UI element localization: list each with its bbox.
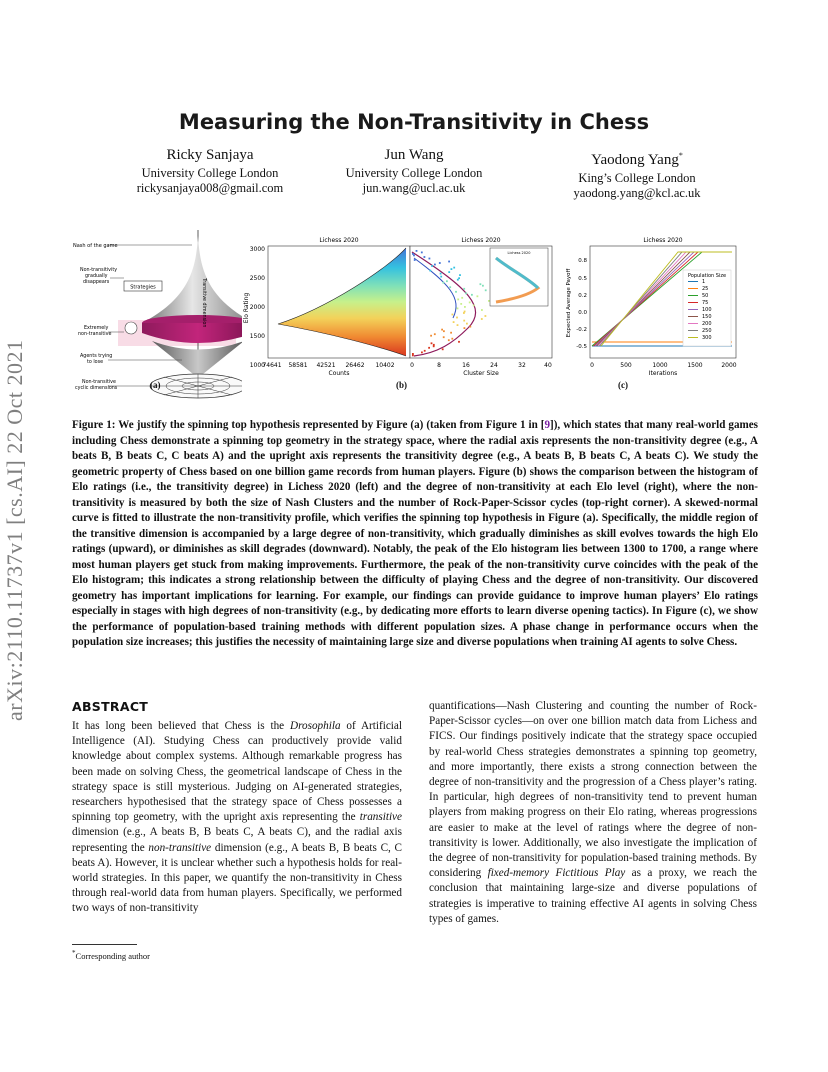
nash-label: Nash of the game xyxy=(73,243,118,249)
y-tick: 0.5 xyxy=(578,276,587,282)
scatter-point xyxy=(480,283,482,285)
legend-title: Population Size xyxy=(687,273,727,279)
author-affiliation: King’s College London xyxy=(578,171,696,185)
paper-title: Measuring the Non-Transitivity in Chess xyxy=(178,110,650,134)
scatter-point xyxy=(469,326,471,328)
x-tick: 0 xyxy=(410,362,414,369)
scatter-point xyxy=(448,261,450,263)
scatter-point xyxy=(466,323,468,325)
figure-c-sublabel: (c) xyxy=(618,380,628,390)
author-name: Ricky Sanjaya xyxy=(166,147,254,163)
y-tick: 2500 xyxy=(249,275,265,282)
scatter-point xyxy=(450,332,452,334)
x-tick: 8 xyxy=(437,362,441,369)
y-tick: 0.2 xyxy=(578,293,587,299)
x-tick: 58581 xyxy=(288,362,308,369)
author-affiliation: University College London xyxy=(345,166,483,180)
cyclic-label-1: Non-transitive xyxy=(82,380,116,385)
abstract-heading: ABSTRACT xyxy=(72,699,149,714)
legend-label: 250 xyxy=(702,328,712,334)
author-email: jun.wang@ucl.ac.uk xyxy=(362,181,466,195)
scatter-point xyxy=(412,355,414,357)
scatter-point xyxy=(459,274,461,276)
figure-caption: Figure 1: We justify the spinning top hypothesis represented by Figure (a) (taken from Figure 1 in [9]), which states that many real-world games including Chess demonstrate a spinning top geometry in the strategy space, where the radial axis represents the non-transitivity degree (e.g., A beats B, B beats C, C beats A) and the upright axis represents the transitivity degree (e.g., A beats B, B beats C, A beats C). We study the geometric property of Chess based on one billion game records from human players. Figure (b) shows the comparison between the histogram of Elo ratings (i.e., the transitivity degree) in Lichess 2020 (left) and the degree of non-transitivity at each Elo level (right), where the non-transitivity is measured by both the size of Nash Clusters and the number of Rock-Paper-Scissor cycles (top-right corner). A skewed-normal curve is fitted to illustrate the non-transitivity profile, which verifies the spinning top hypothesis in Figure (a). Specifically, the middle region of the transitive dimension is accompanied by a large degree of non-transitivity, which gradually diminishes as skill evolves towards the high Elo ratings (upward), or diminishes as skill degrades (downward). Notably, the peak of the Elo histogram lies between 1300 to 1700, a range where most human players get stuck from making improvements. Furthermore, the peak of the non-transitivity curve coincides with the peak of the Elo histogram; this indicates a strong relationship between the difficulty of playing Chess and the degree of non-transitivity. Our discovered geometry has important implications for learning. For example, our findings can provide guidance to improve human players’ Elo ratings especially in stages with high degrees of non-transitivity (e.g., by dedicating more efforts to learn diverse opening tactics). In Figure (c), we show the performance of population-based training methods with different population sizes. A phase change in performance occurs when the population size increases; this justifies the necessity of maintaining large size and diverse populations when training AI agents to solve Chess. xyxy=(72,419,758,648)
x-tick: 2000 xyxy=(721,362,737,369)
scatter-point xyxy=(439,262,441,264)
scatter-point xyxy=(482,285,484,287)
author-block-3 xyxy=(522,148,752,201)
x-axis-label: Cluster Size xyxy=(463,370,499,377)
legend-label: 150 xyxy=(702,314,712,320)
x-tick: 1000 xyxy=(652,362,668,369)
cluster-title: Lichess 2020 xyxy=(461,237,501,244)
payoff-title: Lichess 2020 xyxy=(643,237,683,244)
agents-label-2: to lose xyxy=(87,360,104,365)
scatter-point xyxy=(451,268,453,270)
x-tick: 500 xyxy=(620,362,632,369)
citation-link[interactable]: 9 xyxy=(544,419,551,431)
scatter-point xyxy=(431,265,433,267)
scatter-point xyxy=(481,309,483,311)
scatter-point xyxy=(443,330,445,332)
scatter-point xyxy=(457,299,459,301)
scatter-point xyxy=(455,291,457,293)
y-tick: 3000 xyxy=(249,246,265,253)
scatter-point xyxy=(464,306,466,308)
x-tick: 0 xyxy=(590,362,594,369)
scatter-point xyxy=(431,342,433,344)
scatter-point xyxy=(481,318,483,320)
author-block-1 xyxy=(95,148,325,196)
scatter-point xyxy=(461,297,463,299)
legend-label: 50 xyxy=(702,293,709,299)
x-tick: 40 xyxy=(544,362,552,369)
scatter-point xyxy=(485,315,487,317)
scatter-point xyxy=(429,258,431,260)
legend-label: 200 xyxy=(702,321,712,327)
legend-label: 100 xyxy=(702,307,712,313)
scatter-point xyxy=(463,312,465,314)
scatter-point xyxy=(456,317,458,319)
x-tick: 26462 xyxy=(345,362,365,369)
author-block-2 xyxy=(299,148,529,196)
scatter-point xyxy=(424,256,426,258)
scatter-point xyxy=(428,347,430,349)
scatter-point xyxy=(453,267,455,269)
cyclic-label-2: cyclic dimensions xyxy=(75,386,118,391)
scatter-point xyxy=(424,350,426,352)
legend-label: 25 xyxy=(702,286,709,292)
scatter-point xyxy=(473,305,475,307)
extreme-label-2: non-transitive xyxy=(78,332,112,337)
scatter-point xyxy=(451,338,453,340)
abstract-right-column: quantifications—Nash Clustering and counting the number of Rock-Paper-Scissor cycles—on over one billion match data from Lichess and FICS. Our findings positively indicate that the strategy space occupied by real-world Chess strategies demonstrates a spinning top geometry, and more importantly, there exists a strong connection between the degree of non-transitivity and the progression of a Chess player’s rating. In particular, high degrees of non-transitivity tend to prevent human players from making progress on their Elo rating, whereas progressions are easier to make at the level of ratings where the degree of non-transitivity is lower. Additionally, we also investigate the implication of the degree of non-transitivity for population-based training methods. By considering fixed-memory Fictitious Play as a proxy, we reach the conclusion that maintaining large-size and diverse populations of strategies is imperative to training effective AI agents in solving Chess types of games. xyxy=(429,700,757,925)
x-tick: 1500 xyxy=(687,362,703,369)
histogram-title: Lichess 2020 xyxy=(319,237,359,244)
inset-title: Lichess 2020 xyxy=(507,251,531,255)
abstract-left-column: It has long been believed that Chess is the Drosophila of Artificial Intelligence (AI). Studying Chess can productively provide valid knowledge about complex systems. Although remarkable progress has been made on solving Chess, the geometrical landscape of Chess in the strategy space is still mysterious. Judging on AI-generated strategies, researchers hypothesised that the strategy space of Chess possesses a spinning top geometry, with the upright axis representing the transitive dimension (e.g., A beats B, B beats C, A beats C), and the radial axis representing the non-transitive dimension (e.g., A beats B, B beats C, C beats A). However, it is unclear whether such a hypothesis holds for real-world strategies. In this paper, we quantify the non-transitivity in Chess through real-world data from human players. Specifically, we performed two ways of non-transitivity xyxy=(72,720,403,915)
transitive-axis-label: Transitive dimension xyxy=(201,278,206,328)
scatter-point xyxy=(449,286,451,288)
y-tick: 0.8 xyxy=(578,258,587,264)
scatter-point xyxy=(453,321,455,323)
scatter-point xyxy=(413,255,415,257)
scatter-point xyxy=(458,341,460,343)
scatter-point xyxy=(452,314,454,316)
figure-b-sublabel: (b) xyxy=(396,380,407,390)
x-tick: 42521 xyxy=(316,362,336,369)
legend-label: 1 xyxy=(702,279,706,285)
scatter-point xyxy=(414,259,416,261)
scatter-point xyxy=(416,250,418,252)
footnote: *Corresponding author xyxy=(72,949,150,961)
scatter-point xyxy=(463,288,465,290)
scatter-point xyxy=(457,279,459,281)
arxiv-identifier: arXiv:2110.11737v1 [cs.AI] 22 Oct 2021 xyxy=(2,339,27,721)
scatter-point xyxy=(429,270,431,272)
scatter-point xyxy=(477,295,479,297)
scatter-point xyxy=(434,264,436,266)
x-tick: 16 xyxy=(462,362,470,369)
agents-label-1: Agents trying xyxy=(80,354,113,359)
figure-a-sublabel: (a) xyxy=(150,380,161,390)
scatter-point xyxy=(430,335,432,337)
scatter-point xyxy=(485,289,487,291)
scatter-point xyxy=(448,271,450,273)
legend-label: 75 xyxy=(702,300,709,306)
y-tick: -0.2 xyxy=(576,327,587,333)
scatter-point xyxy=(441,329,443,331)
figure-c-population-payoff xyxy=(562,228,757,418)
scatter-point xyxy=(421,352,423,354)
x-tick: 10402 xyxy=(375,362,395,369)
x-tick: 24 xyxy=(490,362,498,369)
author-name: Jun Wang xyxy=(384,147,444,163)
corresponding-mark: * xyxy=(678,151,683,160)
scatter-point xyxy=(469,302,471,304)
scatter-point xyxy=(442,348,444,350)
scatter-point xyxy=(440,273,442,275)
footnote-rule xyxy=(72,944,137,945)
author-email: yaodong.yang@kcl.ac.uk xyxy=(573,186,701,200)
scatter-point xyxy=(434,333,436,335)
scatter-point xyxy=(421,252,423,254)
scatter-point xyxy=(446,280,448,282)
scatter-point xyxy=(443,282,445,284)
scatter-point xyxy=(471,294,473,296)
x-tick: 74641 xyxy=(262,362,282,369)
y-tick: -0.5 xyxy=(576,344,587,350)
x-axis-label: Counts xyxy=(328,370,350,377)
author-name: Yaodong Yang* xyxy=(591,151,683,168)
scatter-point xyxy=(460,303,462,305)
y-tick: 2000 xyxy=(249,304,265,311)
author-email: rickysanjaya008@gmail.com xyxy=(136,181,284,195)
scatter-point xyxy=(440,276,442,278)
x-axis-label: Iterations xyxy=(648,370,678,377)
scatter-point xyxy=(457,308,459,310)
scatter-point xyxy=(465,292,467,294)
legend-label: 300 xyxy=(702,335,712,341)
x-tick: 32 xyxy=(518,362,526,369)
lower-cone xyxy=(152,341,242,378)
y-axis-label: Elo Rating xyxy=(243,292,250,324)
y-tick: 0.0 xyxy=(578,310,587,316)
nt-disappears-label-2: gradually xyxy=(85,274,108,279)
scatter-point xyxy=(488,300,490,302)
scatter-point xyxy=(433,345,435,347)
extreme-label-1: Extremely xyxy=(84,326,109,331)
nt-disappears-label-1: Non-transitivity xyxy=(80,268,118,273)
author-affiliation: University College London xyxy=(141,166,279,180)
y-tick: 1500 xyxy=(249,333,265,340)
upper-cone xyxy=(142,236,242,323)
scatter-point xyxy=(448,339,450,341)
y-axis-label: Expected Average Payoff xyxy=(566,268,572,338)
y-tick: 1000 xyxy=(249,362,265,369)
scatter-point xyxy=(463,320,465,322)
nt-disappears-label-3: disappears xyxy=(83,280,110,285)
strategies-label: Strategies xyxy=(130,284,156,291)
scatter-point xyxy=(457,324,459,326)
scatter-point xyxy=(443,336,445,338)
scatter-point xyxy=(464,327,466,329)
